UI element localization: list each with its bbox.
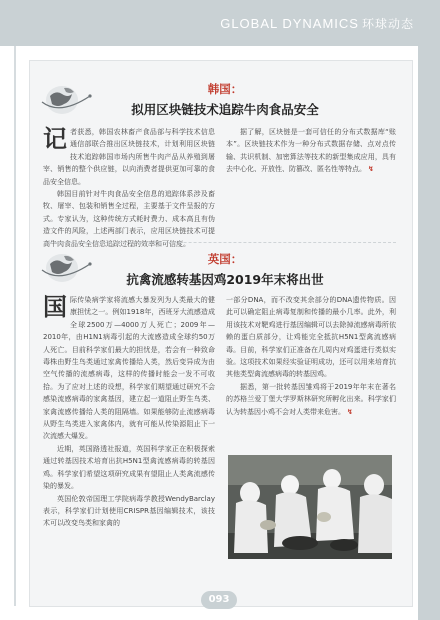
article2-region: 英国： (207, 252, 243, 266)
globe-icon (40, 250, 92, 284)
section-title-zh: 环球动态 (361, 17, 414, 31)
article1-right-column (226, 126, 396, 176)
article2-dropcap: 国 (43, 292, 67, 321)
article-divider (44, 242, 396, 243)
article2-paragraph: 据悉，第一批转基因雏鸡将于2019年年末在著名的苏格兰爱丁堡大学罗斯林研究所孵化出来。科学家们认为转基因小鸡不会对人类带来危害。 ↯ (226, 382, 396, 416)
article1-dropcap: 记 (43, 124, 67, 153)
page-number: 093 (201, 591, 237, 609)
end-mark-icon: ↯ (347, 407, 353, 416)
article2-paragraph: 英国伦敦帝国理工学院病毒学教授WendyBarclay表示，科学家们计划使用CRISPR基因编辑技术，该技术可以改变鸟类和家禽的 (43, 494, 215, 528)
article2-title-block (110, 251, 340, 288)
globe-icon (40, 82, 92, 116)
section-header (220, 15, 414, 32)
article1-title-block (120, 81, 330, 118)
article1-region: 韩国： (207, 82, 243, 96)
article2-title: 抗禽流感转基因鸡2019年末将出世 (126, 272, 324, 287)
article2-paragraph: 一部分DNA，而不改变其余部分的DNA遗传物质。因此可以确定阻止病毒复制和传播的最小几率。此外，利用该技术对靶鸡进行基因编辑可以去除掉流感病毒所依赖的蛋白质部分，让鸡能完全抵抗H5N1型禽流感病毒。目前，科学家们正准备在几周内对鸡蛋进行类似实验。这项技术如果经实验证明成功，还可以用来培育抗其他类型禽流感病毒的转基因鸡。 (226, 296, 396, 379)
article2-left-column (43, 294, 215, 530)
article1-left-column (43, 126, 215, 250)
article2-paragraph: 际传染病学家将流感大暴发列为人类最大的健康担忧之一。例如1918年，西班牙大流感造成全球2500万—4000万人死亡；2009年—2010年，由H1N1病毒引起的大流感造成全球约50万人死亡。目前科学家们最大的担忧是，若会有一种致命毒株由野生鸟类通过家禽传播给人类，然后变异成为由空气传播的流感病毒，这样的传播时能会一发不可收拾。为了应对上述的设想，科学家们期望通过研究不会感染流感病毒的家禽基因，建立起一道阻止野生鸟类、家禽流感传播给人类的阻隔墙。如果能够防止流感病毒从野生鸟类进入家禽体内，就有可能从传染源阻止下一次流感大爆发。 (43, 296, 215, 441)
workers-in-hazmat-suits-photo (228, 455, 392, 559)
article2-right-column (226, 294, 396, 418)
section-title-en: GLOBAL DYNAMICS (220, 16, 359, 31)
article1-paragraph: 者获悉，韩国农林畜产食品部与科学技术信息通信部联合推出区块链技术，计划利用区块链技术追踪韩国市场内所售牛肉产品从养殖到屠宰、销售的整个供应链，以向消费者提供更加可靠的食品安全信息。 (43, 128, 215, 186)
header-band (0, 0, 440, 46)
article1-title: 拟用区块链技术追踪牛肉食品安全 (131, 102, 319, 117)
left-margin-rule (14, 46, 16, 606)
end-mark-icon: ↯ (368, 165, 374, 174)
article1-paragraph: 韩国目前针对牛肉食品安全信息的追踪体系涉及畜牧、屠宰、包装和销售全过程，主要基于文件呈报的方式。专家认为，这种传统方式耗时费力、成本高且有伪造文件的风险，上述两部门表示，应用区块链技术可提高牛肉食品安全信息追踪过程的效率和可信度。 (43, 190, 215, 248)
article1-paragraph: 据了解，区块链是一套可信任的分布式数据库“账本”。区块链技术作为一种分布式数据存储、点对点传输、共识机制、加密算法等技术的新型集成应用，具有去中心化、开放性、防篡改、匿名性等特点。 ↯ (226, 128, 396, 174)
right-side-band (418, 46, 440, 620)
article2-paragraph: 近期，英国路透社报道，英国科学家正在积极探索通过转基因技术培育出抗H5N1型禽流感病毒的转基因鸡。科学家们希望这项研究成果有望阻止人类禽流感传染的暴发。 (43, 444, 215, 491)
